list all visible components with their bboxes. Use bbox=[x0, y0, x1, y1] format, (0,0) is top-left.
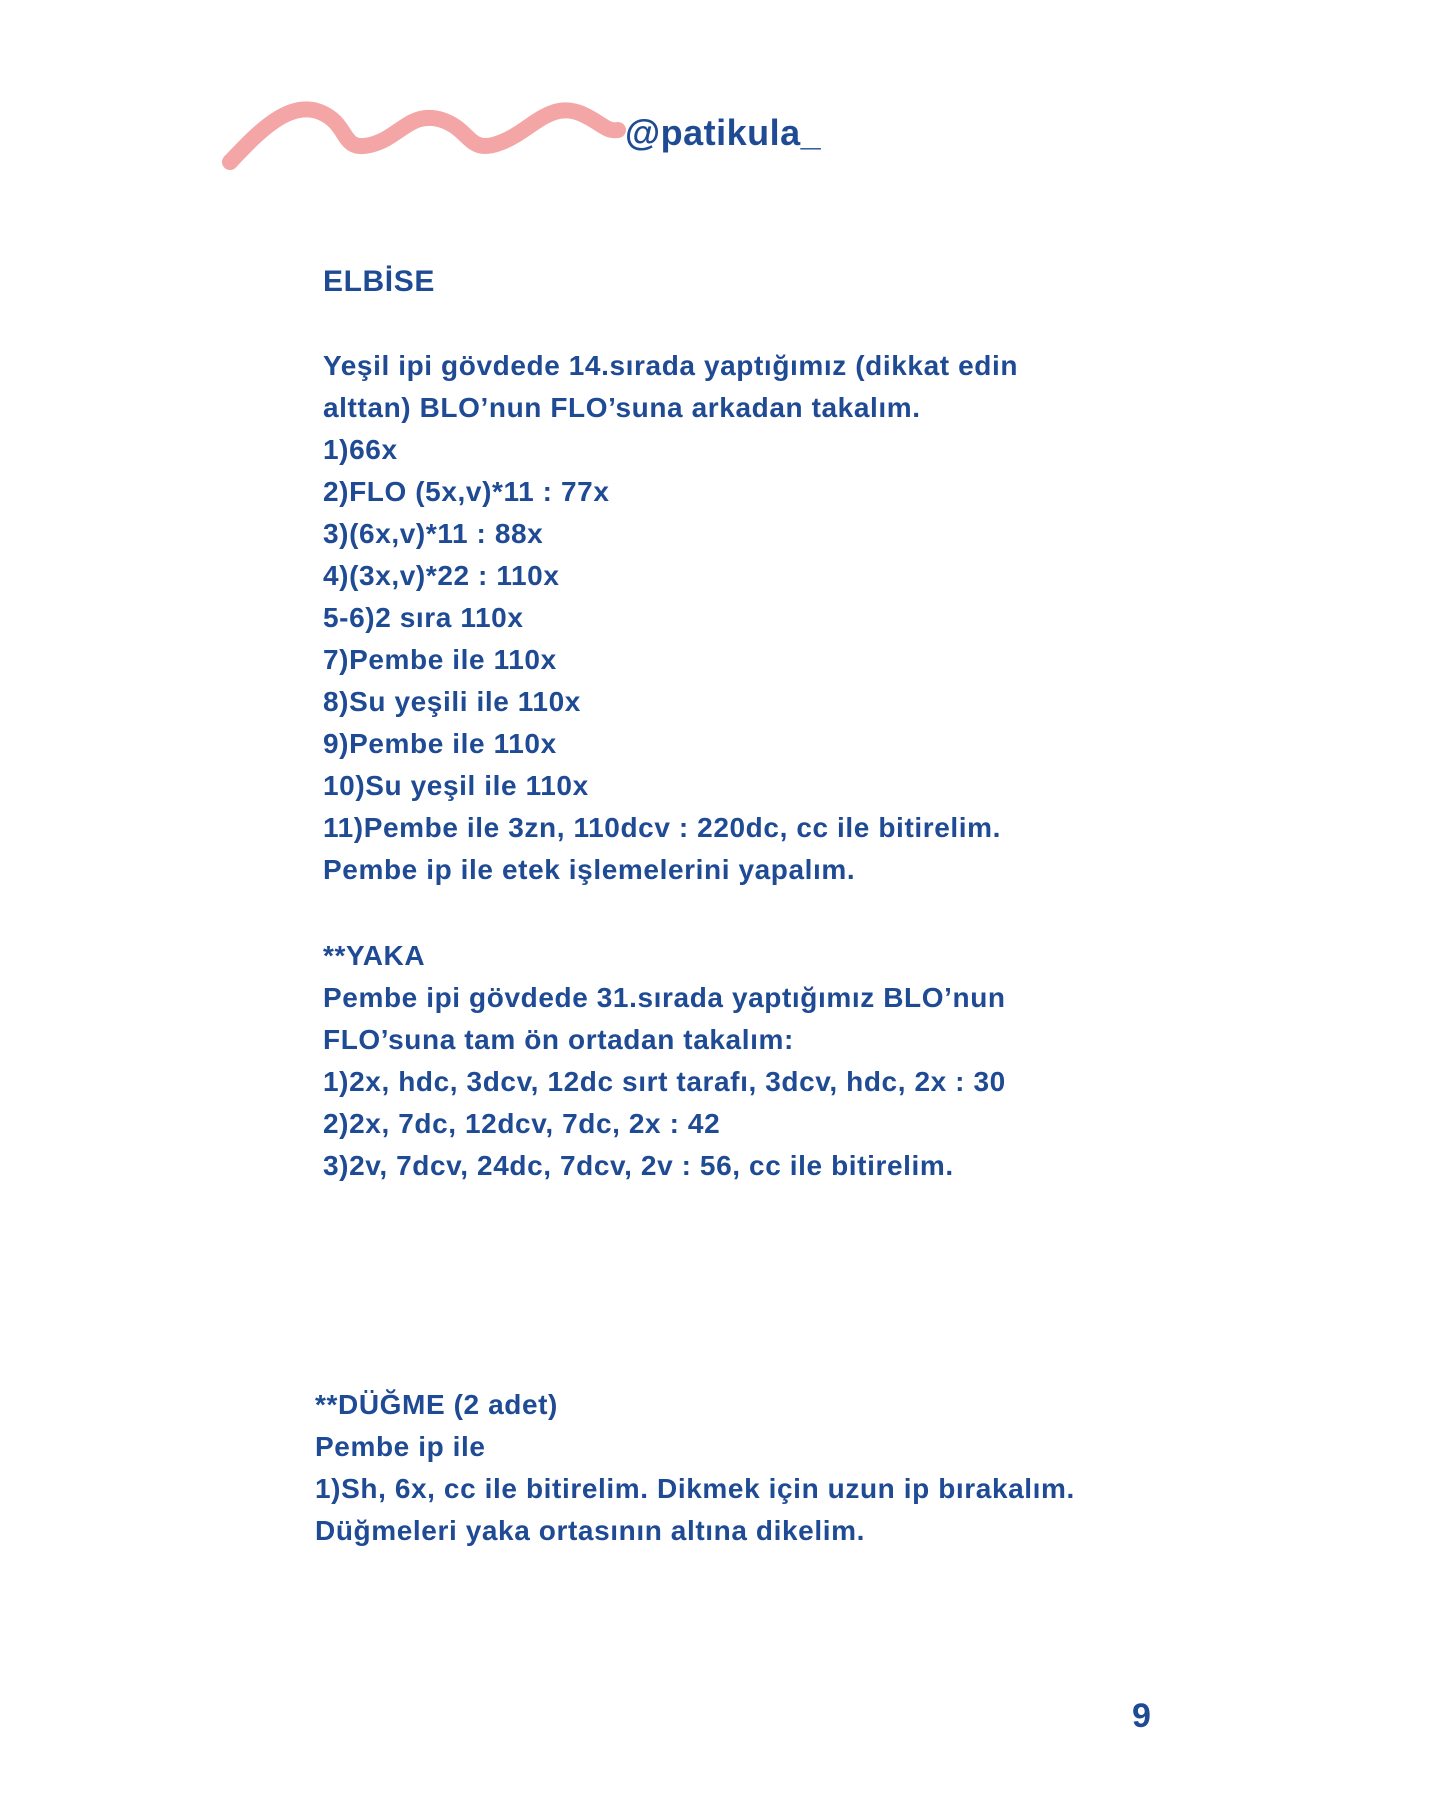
page-number: 9 bbox=[1132, 1697, 1151, 1735]
instruction-line: Pembe ip ile bbox=[315, 1431, 486, 1462]
instruction-line: 4)(3x,v)*22 : 110x bbox=[323, 560, 560, 591]
instruction-line: Düğmeleri yaka ortasının altına dikelim. bbox=[315, 1515, 865, 1546]
instruction-line: 10)Su yeşil ile 110x bbox=[323, 770, 589, 801]
instruction-line: 2)2x, 7dc, 12dcv, 7dc, 2x : 42 bbox=[323, 1108, 721, 1139]
instruction-line: Pembe ipi gövdede 31.sırada yaptığımız BLO’nun bbox=[323, 982, 1006, 1013]
squiggle-decoration bbox=[210, 90, 630, 180]
section-elbise bbox=[323, 345, 1018, 891]
instruction-line: FLO’suna tam ön ortadan takalım: bbox=[323, 1024, 794, 1055]
section-title-elbise: ELBİSE bbox=[323, 265, 435, 298]
instruction-line: 2)FLO (5x,v)*11 : 77x bbox=[323, 476, 610, 507]
instruction-line: 9)Pembe ile 110x bbox=[323, 728, 557, 759]
instruction-line: 5-6)2 sıra 110x bbox=[323, 602, 524, 633]
instruction-line: 11)Pembe ile 3zn, 110dcv : 220dc, cc ile bitirelim. bbox=[323, 812, 1002, 843]
instruction-line: 1)2x, hdc, 3dcv, 12dc sırt tarafı, 3dcv, hdc, 2x : 30 bbox=[323, 1066, 1006, 1097]
instruction-line: 3)2v, 7dcv, 24dc, 7dcv, 2v : 56, cc ile bitirelim. bbox=[323, 1150, 954, 1181]
instruction-line: 3)(6x,v)*11 : 88x bbox=[323, 518, 544, 549]
brand-handle: @patikula_ bbox=[625, 112, 822, 153]
section-title-dugme: **DÜĞME (2 adet) bbox=[315, 1389, 558, 1420]
instruction-line: alttan) BLO’nun FLO’suna arkadan takalım. bbox=[323, 392, 921, 423]
section-dugme bbox=[315, 1384, 1075, 1552]
instruction-line: Yeşil ipi gövdede 14.sırada yaptığımız (dikkat edin bbox=[323, 350, 1019, 381]
instruction-line: 8)Su yeşili ile 110x bbox=[323, 686, 581, 717]
section-title-yaka: **YAKA bbox=[323, 940, 426, 971]
instruction-line: 7)Pembe ile 110x bbox=[323, 644, 557, 675]
instruction-line: Pembe ip ile etek işlemelerini yapalım. bbox=[323, 854, 856, 885]
section-yaka bbox=[323, 935, 1006, 1187]
instruction-line: 1)66x bbox=[323, 434, 398, 465]
instruction-line: 1)Sh, 6x, cc ile bitirelim. Dikmek için uzun ip bırakalım. bbox=[315, 1473, 1075, 1504]
